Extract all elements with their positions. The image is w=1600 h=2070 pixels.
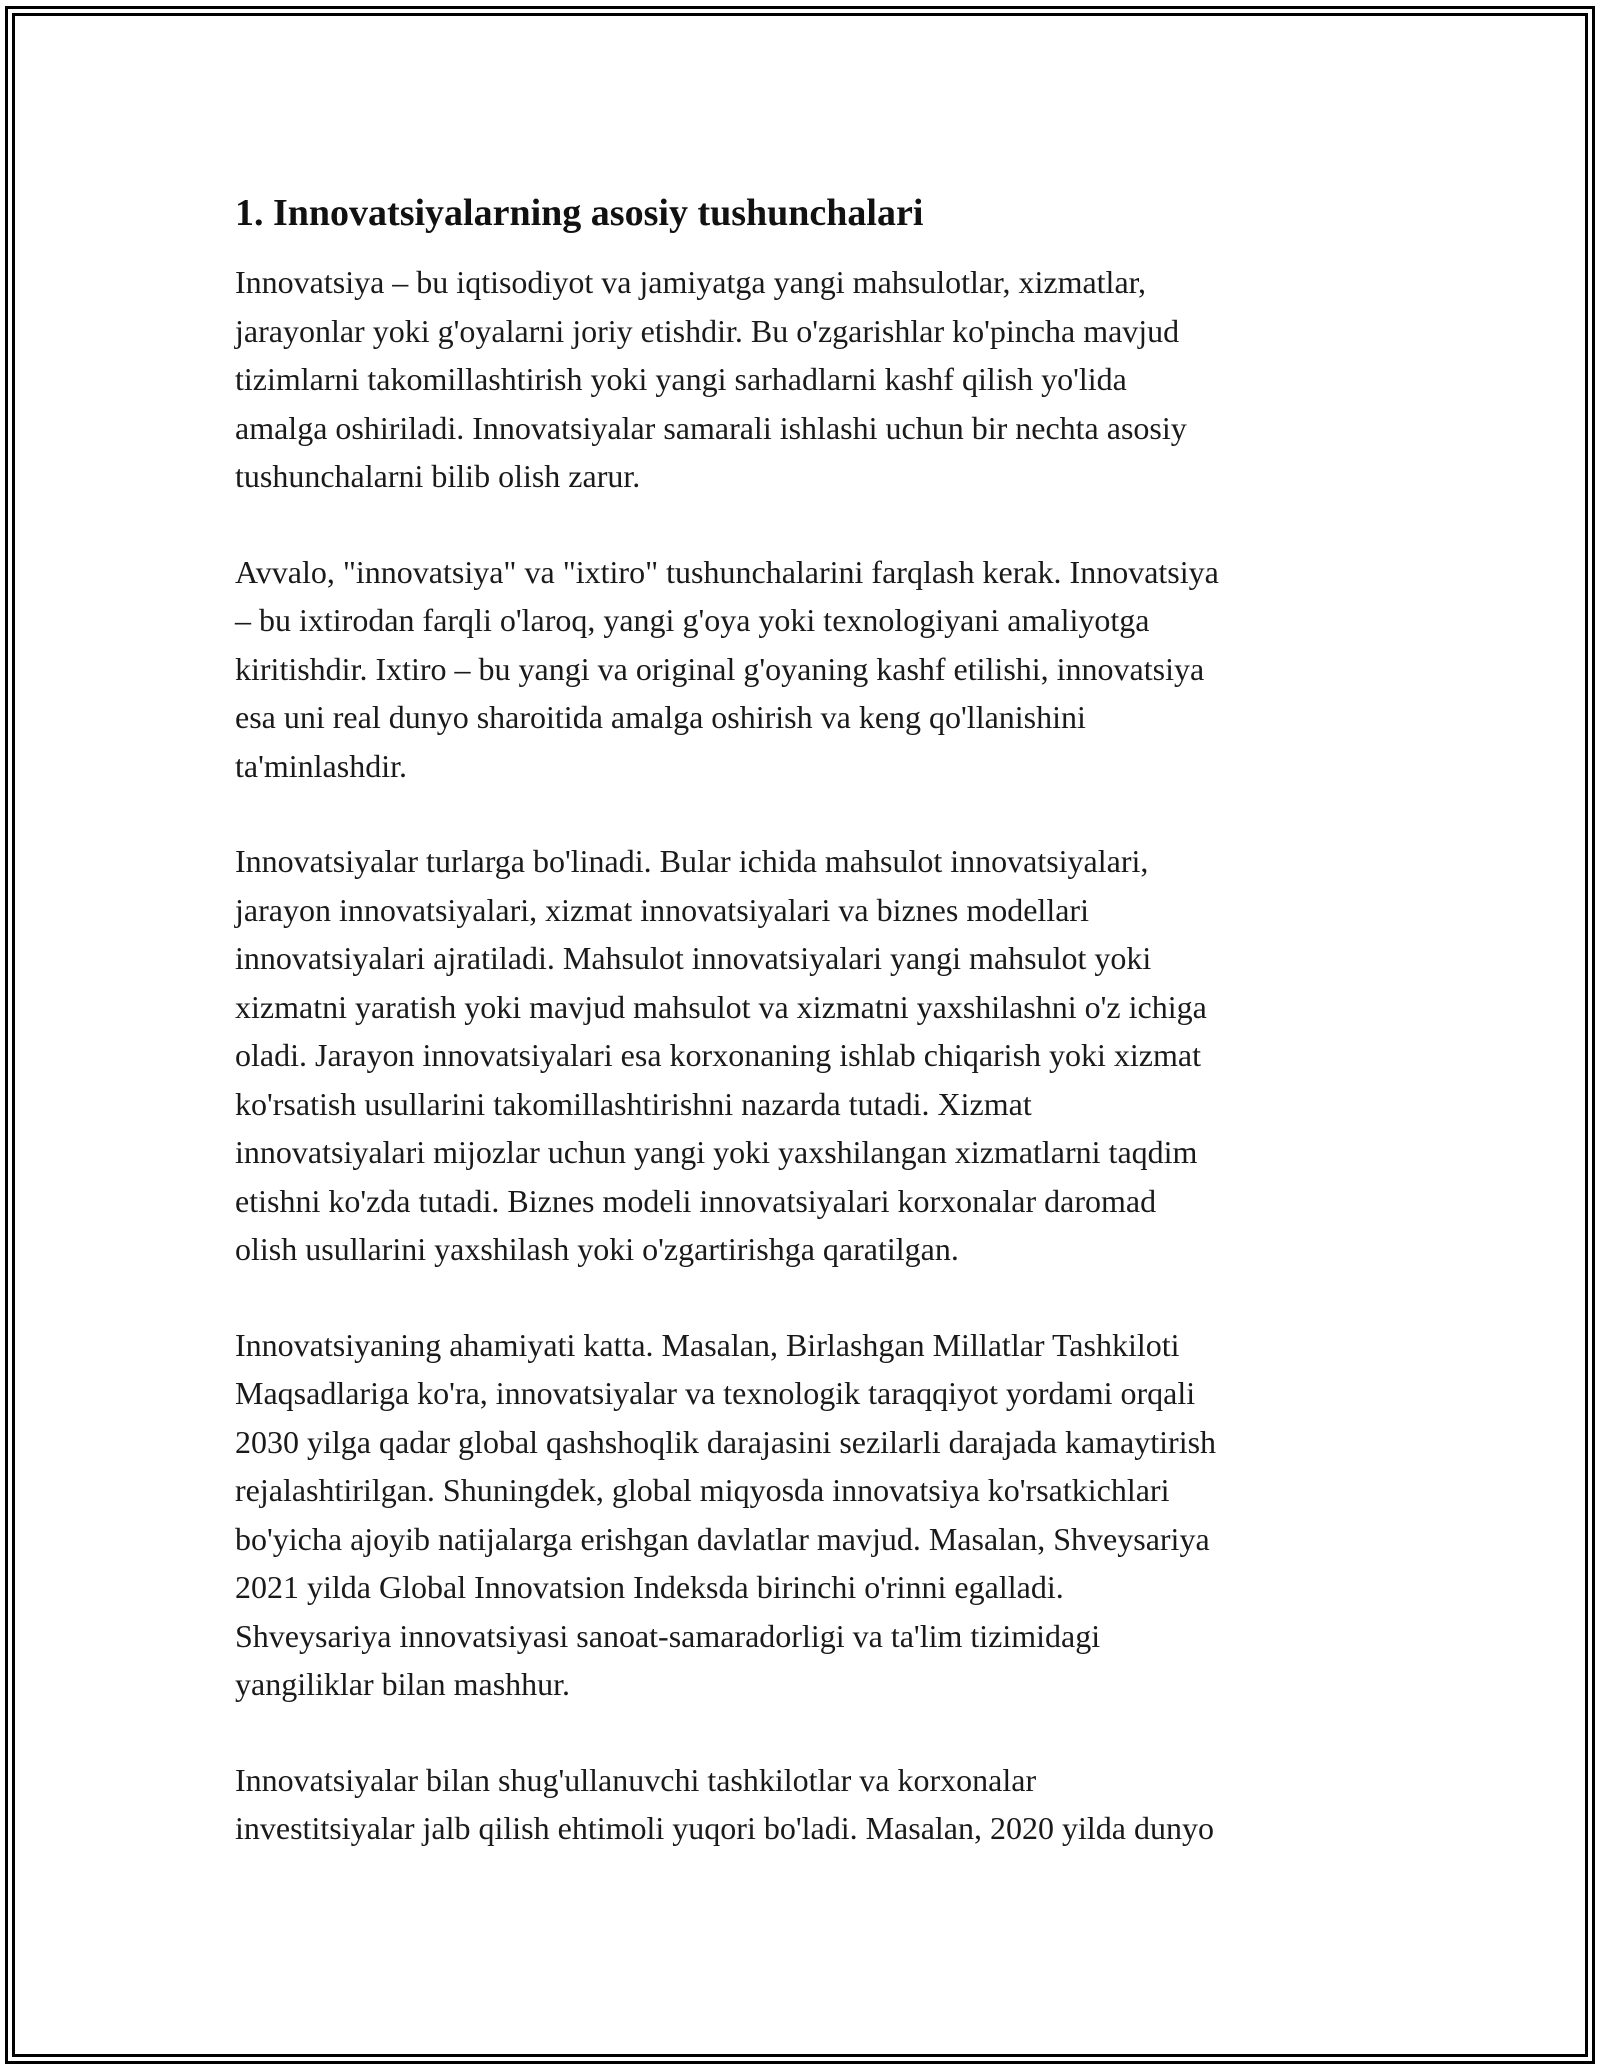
- text-line: olish usullarini yaxshilash yoki o'zgartirishga qaratilgan.: [235, 1231, 959, 1267]
- paragraph-definition: [235, 258, 1375, 501]
- paragraph-innovation-importance: [235, 1321, 1375, 1709]
- text-line: ta'minlashdir.: [235, 747, 407, 784]
- text-line: – bu ixtirodan farqli o'laroq, yangi g'oya yoki texnologiyani amaliyotga: [235, 602, 1150, 638]
- text-line: Innovatsiyalar bilan shug'ullanuvchi tashkilotlar va korxonalar: [235, 1761, 1037, 1798]
- text-line: esa uni real dunyo sharoitida amalga oshirish va keng qo'llanishini: [235, 699, 1086, 735]
- text-line: bo'yicha ajoyib natijalarga erishgan davlatlar mavjud. Masalan, Shveysariya: [235, 1520, 1210, 1557]
- text-line: ko'rsatish usullarini takomillashtirishni nazarda tutadi. Xizmat: [235, 1085, 1032, 1122]
- text-line: amalga oshiriladi. Innovatsiyalar samarali ishlashi uchun bir nechta asosiy: [235, 409, 1187, 446]
- text-line: Avvalo, "innovatsiya" va "ixtiro" tushunchalarini farqlash kerak. Innovatsiya: [235, 553, 1219, 590]
- text-line: 2021 yilda Global Innovatsion Indeksda birinchi o'rinni egalladi.: [235, 1569, 1064, 1605]
- text-line: jarayonlar yoki g'oyalarni joriy etishdir. Bu o'zgarishlar ko'pincha mavjud: [235, 312, 1180, 349]
- document-body: [235, 188, 1375, 1900]
- text-line: Maqsadlariga ko'ra, innovatsiyalar va texnologik taraqqiyot yordami orqali: [235, 1375, 1196, 1411]
- text-line: tizimlarni takomillashtirish yoki yangi sarhadlarni kashf qilish yo'lida: [235, 361, 1127, 397]
- text-line: innovatsiyalari mijozlar uchun yangi yoki yaxshilangan xizmatlarni taqdim: [235, 1134, 1198, 1170]
- text-line: Shveysariya innovatsiyasi sanoat-samaradorligi va ta'lim tizimidagi: [235, 1617, 1101, 1654]
- text-line: Innovatsiya – bu iqtisodiyot va jamiyatga yangi mahsulotlar, xizmatlar,: [235, 264, 1147, 300]
- text-line: yangiliklar bilan mashhur.: [235, 1666, 571, 1702]
- paragraph-investment: [235, 1756, 1375, 1853]
- text-line: etishni ko'zda tutadi. Biznes modeli innovatsiyalari korxonalar daromad: [235, 1182, 1157, 1219]
- paragraph-innovation-vs-invention: [235, 548, 1375, 791]
- section-heading: 1. Innovatsiyalarning asosiy tushunchalari: [235, 192, 924, 234]
- text-line: kiritishdir. Ixtiro – bu yangi va original g'oyaning kashf etilishi, innovatsiya: [235, 650, 1205, 687]
- text-line: xizmatni yaratish yoki mavjud mahsulot va xizmatni yaxshilashni o'z ichiga: [235, 988, 1207, 1025]
- text-line: jarayon innovatsiyalari, xizmat innovatsiyalari va biznes modellari: [235, 891, 1089, 928]
- text-line: 2030 yilga qadar global qashshoqlik darajasini sezilarli darajada kamaytirish: [235, 1423, 1217, 1460]
- text-line: investitsiyalar jalb qilish ehtimoli yuqori bo'ladi. Masalan, 2020 yilda dunyo: [235, 1810, 1214, 1846]
- text-line: oladi. Jarayon innovatsiyalari esa korxonaning ishlab chiqarish yoki xizmat: [235, 1037, 1201, 1073]
- text-line: innovatsiyalari ajratiladi. Mahsulot innovatsiyalari yangi mahsulot yoki: [235, 940, 1152, 976]
- text-line: rejalashtirilgan. Shuningdek, global miqyosda innovatsiya ko'rsatkichlari: [235, 1472, 1170, 1508]
- text-line: Innovatsiyalar turlarga bo'linadi. Bular ichida mahsulot innovatsiyalari,: [235, 843, 1149, 879]
- paragraph-innovation-types: [235, 837, 1375, 1274]
- text-line: tushunchalarni bilib olish zarur.: [235, 458, 641, 494]
- text-line: Innovatsiyaning ahamiyati katta. Masalan, Birlashgan Millatlar Tashkiloti: [235, 1326, 1180, 1363]
